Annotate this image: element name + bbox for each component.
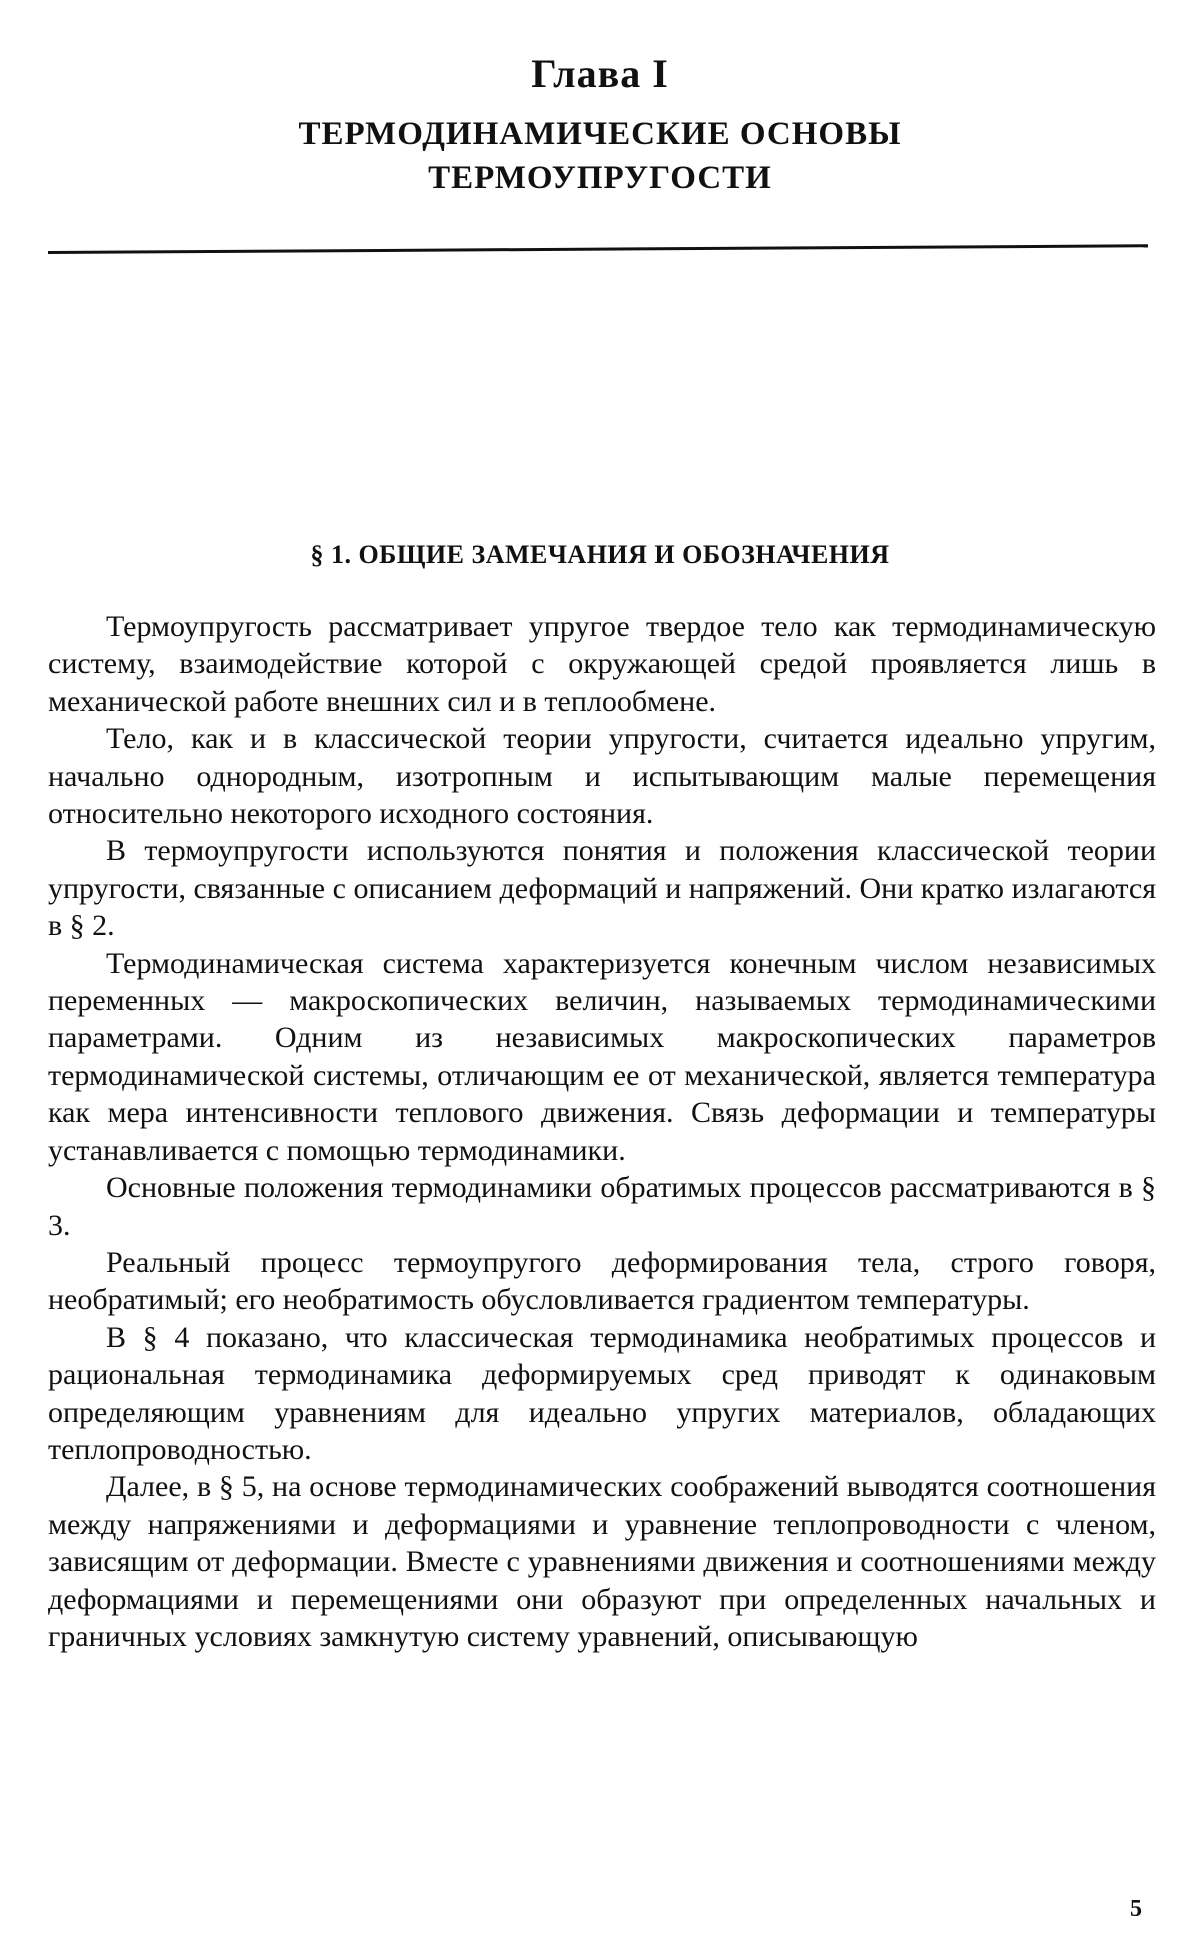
chapter-divider — [48, 244, 1148, 254]
section-heading: § 1. ОБЩИЕ ЗАМЕЧАНИЯ И ОБОЗНАЧЕНИЯ — [310, 540, 890, 569]
paragraph: Термоупругость рассматривает упругое твердое тело как термодинамическую систему, взаимодействие которой с окружающей средой проявляется лишь в механической работе внешних сил и в теплообмене. — [48, 610, 1156, 718]
chapter-title — [0, 112, 1200, 200]
paragraph: В § 4 показано, что классическая термодинамика необратимых процессов и рациональная термодинамика деформируемых сред приводят к одинаковым определяющим уравнениям для идеально упругих материалов, обладающих теплопроводностью. — [48, 1320, 1156, 1466]
paragraph: Реальный процесс термоупругого деформирования тела, строго говоря, необратимый; его необратимость обусловливается градиентом температуры. — [48, 1245, 1156, 1317]
chapter-title-line: ТЕРМОДИНАМИЧЕСКИЕ ОСНОВЫ — [298, 116, 902, 152]
paragraph: Тело, как и в классической теории упругости, считается идеально упругим, начально однородным, изотропным и испытывающим малые перемещения относительно некоторого исходного состояния. — [48, 722, 1156, 831]
paragraph: В термоупругости используются понятия и положения классической теории упругости, связанные с описанием деформаций и напряжений. Они кратко излагаются в § 2. — [48, 834, 1156, 943]
paragraph: Основные положения термодинамики обратимых процессов рассматриваются в § 3. — [48, 1171, 1156, 1242]
chapter-title-line: ТЕРМОУПРУГОСТИ — [428, 160, 772, 196]
body-text — [48, 608, 1156, 1655]
paragraph: Термодинамическая система характеризуется конечным числом независимых переменных — макроскопических величин, называемых термодинамическими параметрами. Одним из независимых макроскопических параметров термодинамической системы, отличающим ее от механической, является температура как мера интенсивности теплового движения. Связь деформации и температуры устанавливается с помощью термодинамики. — [48, 946, 1156, 1167]
paragraph: Далее, в § 5, на основе термодинамических соображений выводятся соотношения между напряжениями и деформациями и уравнение теплопроводности с членом, зависящим от деформации. Вместе с уравнениями движения и соотношениями между деформациями и перемещениями они образуют при определенных начальных и граничных условиях замкнутую систему уравнений, описывающую — [48, 1470, 1156, 1653]
page-number: 5 — [1130, 1896, 1142, 1922]
chapter-number: Глава I — [531, 51, 669, 96]
